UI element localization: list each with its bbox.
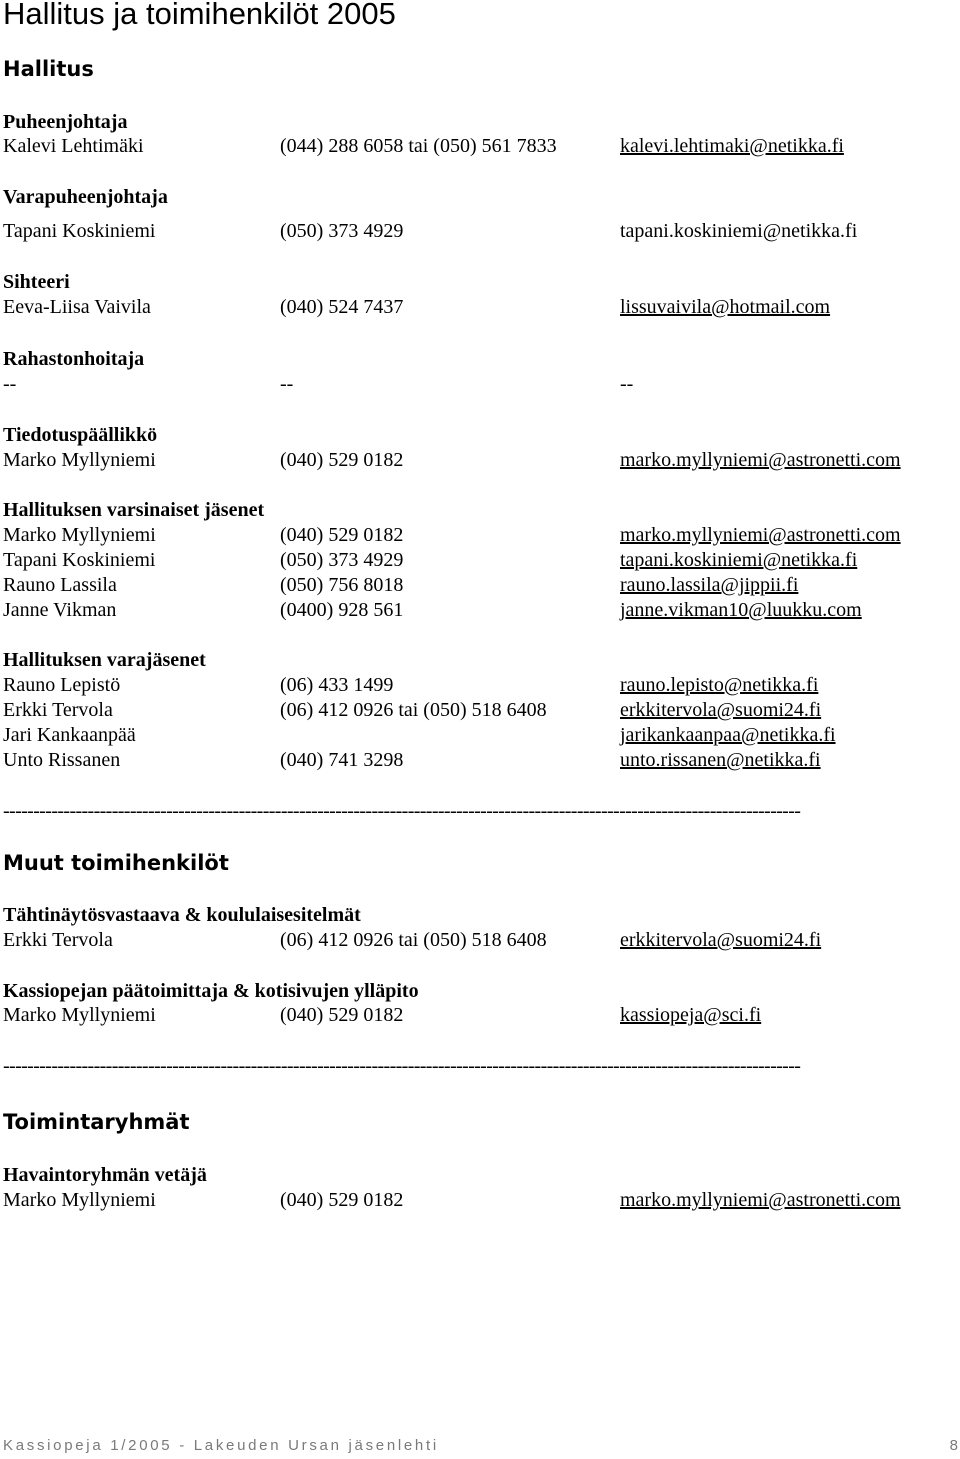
- role-board-members: Hallituksen varsinaiset jäsenet: [3, 499, 265, 521]
- contact-row: [3, 574, 953, 598]
- email-link[interactable]: marko.myllyniemi@astronetti.com: [620, 524, 901, 546]
- contact-phone: (050) 756 8018: [280, 574, 404, 596]
- contact-name: Erkki Tervola: [3, 699, 113, 721]
- contact-row: [3, 135, 953, 159]
- email-link[interactable]: erkkitervola@suomi24.fi: [620, 699, 822, 721]
- email-link[interactable]: lissuvaivila@hotmail.com: [620, 296, 831, 318]
- email-link[interactable]: kassiopeja@sci.fi: [620, 1004, 762, 1026]
- section-heading-board: Hallitus: [3, 57, 94, 81]
- contact-row: [3, 373, 953, 397]
- contact-phone: (040) 529 0182: [280, 524, 404, 546]
- contact-name: Rauno Lepistö: [3, 674, 121, 696]
- email-link[interactable]: janne.vikman10@luukku.com: [620, 599, 862, 621]
- contact-phone: (050) 373 4929: [280, 549, 404, 571]
- contact-name: Marko Myllyniemi: [3, 1189, 156, 1211]
- contact-row: [3, 929, 953, 953]
- contact-phone: (040) 529 0182: [280, 1004, 404, 1026]
- email-link[interactable]: tapani.koskiniemi@netikka.fi: [620, 549, 858, 571]
- contact-row: [3, 549, 953, 573]
- role-observation-lead: Havaintoryhmän vetäjä: [3, 1164, 207, 1186]
- contact-name: Tapani Koskiniemi: [3, 549, 156, 571]
- contact-phone: (040) 529 0182: [280, 1189, 404, 1211]
- contact-phone: (040) 524 7437: [280, 296, 404, 318]
- role-deputy-members: Hallituksen varajäsenet: [3, 649, 206, 671]
- contact-row: [3, 220, 953, 244]
- role-info-chief: Tiedotuspäällikkö: [3, 424, 158, 446]
- contact-name: Unto Rissanen: [3, 749, 121, 771]
- contact-email: --: [620, 373, 634, 395]
- contact-phone: (044) 288 6058 tai (050) 561 7833: [280, 135, 557, 157]
- contact-name: Rauno Lassila: [3, 574, 117, 596]
- email-link[interactable]: marko.myllyniemi@astronetti.com: [620, 449, 901, 471]
- contact-name: Marko Myllyniemi: [3, 524, 156, 546]
- email-link[interactable]: kalevi.lehtimaki@netikka.fi: [620, 135, 844, 157]
- contact-phone: (050) 373 4929: [280, 220, 404, 242]
- contact-phone: (06) 433 1499: [280, 674, 394, 696]
- role-star-guide: Tähtinäytösvastaava & koululaisesitelmät: [3, 904, 361, 926]
- page-footer: [3, 1437, 958, 1457]
- publication-name: Kassiopeja 1/2005 - Lakeuden Ursan jäsenlehti: [3, 1437, 439, 1454]
- role-editor: Kassiopejan päätoimittaja & kotisivujen ylläpito: [3, 980, 419, 1002]
- contact-row: [3, 599, 953, 623]
- contact-phone: (0400) 928 561: [280, 599, 404, 621]
- contact-name: Kalevi Lehtimäki: [3, 135, 144, 157]
- divider-line: ------------------------------------------------------------------------------------------------------------------------------------: [3, 800, 801, 822]
- email-link[interactable]: erkkitervola@suomi24.fi: [620, 929, 822, 951]
- email-link[interactable]: jarikankaanpaa@netikka.fi: [620, 724, 836, 746]
- contact-phone: (06) 412 0926 tai (050) 518 6408: [280, 699, 547, 721]
- contact-name: Marko Myllyniemi: [3, 1004, 156, 1026]
- role-secretary: Sihteeri: [3, 271, 70, 293]
- email-link[interactable]: rauno.lassila@jippii.fi: [620, 574, 799, 596]
- contact-name: Marko Myllyniemi: [3, 449, 156, 471]
- email-link[interactable]: rauno.lepisto@netikka.fi: [620, 674, 819, 696]
- contact-row: [3, 1004, 953, 1028]
- role-chair: Puheenjohtaja: [3, 111, 128, 133]
- contact-row: [3, 524, 953, 548]
- contact-row: [3, 1189, 953, 1213]
- contact-name: Janne Vikman: [3, 599, 117, 621]
- contact-row: [3, 449, 953, 473]
- contact-name: Tapani Koskiniemi: [3, 220, 156, 242]
- contact-phone: (040) 529 0182: [280, 449, 404, 471]
- section-heading-other-officials: Muut toimihenkilöt: [3, 851, 229, 875]
- contact-row: [3, 749, 953, 773]
- contact-email: tapani.koskiniemi@netikka.fi: [620, 220, 858, 242]
- contact-phone: (040) 741 3298: [280, 749, 404, 771]
- contact-name: Jari Kankaanpää: [3, 724, 136, 746]
- email-link[interactable]: marko.myllyniemi@astronetti.com: [620, 1189, 901, 1211]
- page-title: Hallitus ja toimihenkilöt 2005: [3, 0, 396, 31]
- contact-row: [3, 699, 953, 723]
- divider-line: ------------------------------------------------------------------------------------------------------------------------------------: [3, 1055, 801, 1077]
- page-number: 8: [949, 1437, 958, 1454]
- contact-phone: --: [280, 373, 294, 395]
- role-vice-chair: Varapuheenjohtaja: [3, 186, 168, 208]
- contact-name: Eeva-Liisa Vaivila: [3, 296, 151, 318]
- contact-phone: (06) 412 0926 tai (050) 518 6408: [280, 929, 547, 951]
- contact-row: [3, 296, 953, 320]
- section-heading-groups: Toimintaryhmät: [3, 1110, 190, 1134]
- contact-row: [3, 724, 953, 748]
- contact-name: --: [3, 373, 17, 395]
- role-treasurer: Rahastonhoitaja: [3, 348, 145, 370]
- contact-row: [3, 674, 953, 698]
- email-link[interactable]: unto.rissanen@netikka.fi: [620, 749, 821, 771]
- contact-name: Erkki Tervola: [3, 929, 113, 951]
